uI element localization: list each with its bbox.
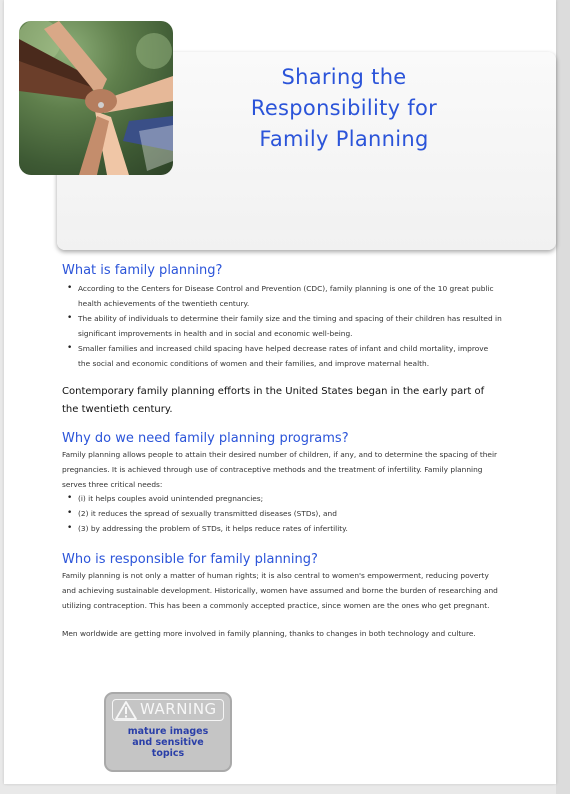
section-3-paragraph: Family planning is not only a matter of human rights; it is also central to women's empowerment, reducing poverty and achieving sustainable development. Historically, women have assumed and borne the burden of researching and utilizing contraception. This has been a commonly accepted practice, since women are the ones who get pregnant.	[62, 571, 498, 610]
warning-label: WARNING	[140, 700, 217, 718]
viewer-background-strip	[556, 0, 570, 794]
page-title	[214, 62, 474, 155]
warning-message	[106, 726, 230, 759]
section-2-bullet-list	[62, 491, 502, 536]
title-line: Sharing the	[281, 65, 407, 89]
list-item: • (2) it reduces the spread of sexually transmitted diseases (STDs), and	[62, 506, 502, 521]
section-2-paragraph: Family planning allows people to attain their desired number of children, if any, and to determine the spacing of their pregnancies. It is achieved through use of contraceptive methods and the treatment of infertility. Family planning serves three critical needs:	[62, 450, 498, 489]
section-1-paragraph: Contemporary family planning efforts in the United States began in the early part of the twentieth century.	[62, 386, 485, 415]
section-heading-why-need: Why do we need family planning programs?	[62, 431, 349, 446]
hands-together-photo	[19, 21, 173, 175]
list-item: • (3) by addressing the problem of STDs, it helps reduce rates of infertility.	[62, 521, 502, 536]
list-item: • (i) it helps couples avoid unintended pregnancies;	[62, 491, 502, 506]
list-item: • Smaller families and increased child spacing have helped decrease rates of infant and child mortality, improve the social and economic conditions of women and their families, and improve maternal health.	[62, 341, 502, 371]
section-3-paragraph-2: Men worldwide are getting more involved in family planning, thanks to changes in both technology and culture.	[62, 629, 476, 638]
section-heading-what-is: What is family planning?	[62, 263, 223, 278]
content-warning-badge	[104, 692, 232, 772]
warning-triangle-icon	[115, 701, 137, 720]
list-item: • The ability of individuals to determine their family size and the timing and spacing of their children has resulted in significant improvements in health and in social and economic well-being.	[62, 311, 502, 341]
title-line: Responsibility for	[250, 96, 438, 120]
warning-line: topics	[151, 748, 185, 759]
title-line: Family Planning	[259, 127, 429, 151]
list-item: • According to the Centers for Disease Control and Prevention (CDC), family planning is one of the 10 great public health achievements of the twentieth century.	[62, 281, 502, 311]
warning-line: and sensitive	[132, 737, 204, 748]
warning-line: mature images	[127, 726, 209, 737]
section-heading-who-responsible: Who is responsible for family planning?	[62, 552, 318, 567]
section-1-bullet-list	[62, 281, 502, 371]
